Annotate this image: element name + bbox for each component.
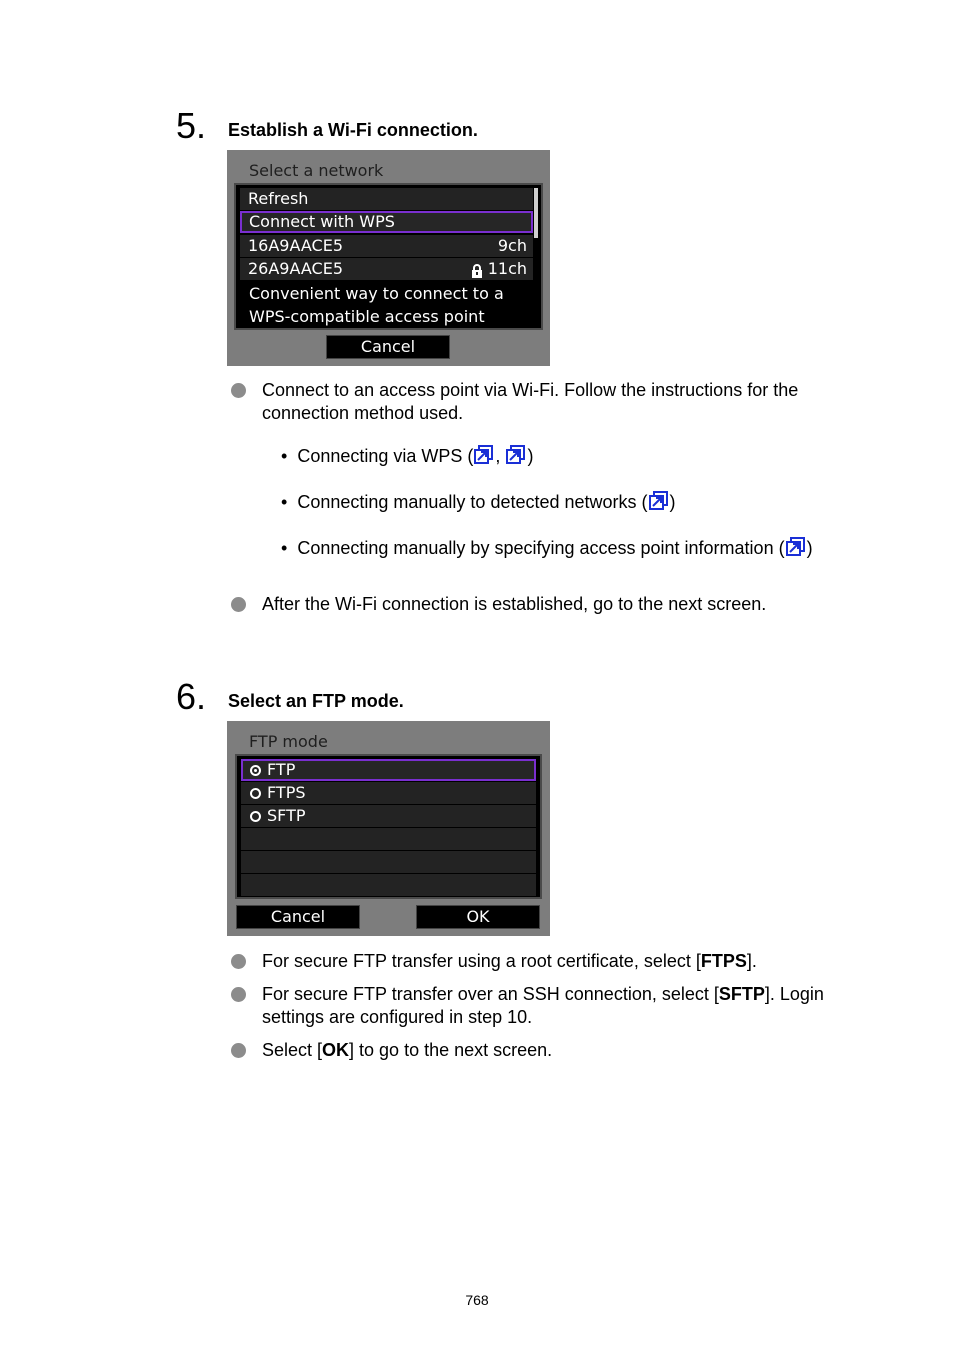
sub-bullet: • [281,538,288,558]
external-reference-icon[interactable] [649,491,669,517]
sub-item-detected-networks [281,491,676,517]
empty-row [241,851,536,873]
bullet-text: For secure FTP transfer using a root certificate, select [ [262,951,701,971]
external-reference-icon[interactable] [506,445,526,471]
sub-item-text: Connecting manually to detected networks ( [297,492,648,512]
bullet-text: ]. [746,951,757,971]
ftp-mode-screenshot [227,721,550,936]
option-sftp[interactable] [241,805,536,827]
menu-item-connect-with-wps[interactable] [240,211,533,233]
step-5-title: Establish a Wi-Fi connection. [228,120,478,140]
cancel-button[interactable]: Cancel [326,335,450,359]
bullet-line: Connect to an access point via Wi-Fi. Follow the instructions for the [262,380,799,400]
description-line-2: WPS-compatible access point [249,307,485,326]
network-name: 16A9AACE5 [248,236,343,255]
bullet-dot [231,954,246,969]
option-label: FTPS [267,783,306,802]
network-select-screenshot [227,150,550,366]
bullet-text: For secure FTP transfer over an SSH connection, select [ [262,984,719,1004]
bullet-dot [231,383,246,398]
step-6-bullet-2 [262,983,824,1029]
sub-item-wps [281,445,533,471]
ftp-mode-list-panel [235,754,542,899]
network-item-26a9aace5[interactable] [240,258,533,280]
step-5-bullet-1 [262,379,798,425]
network-item-16a9aace5[interactable] [240,235,533,257]
cancel-button[interactable]: Cancel [236,905,360,929]
screen-title: FTP mode [249,732,328,751]
bullet-bold-term: SFTP [718,984,765,1004]
radio-empty-icon [250,788,261,799]
bullet-bold-term: FTPS [700,951,747,971]
option-ftps[interactable] [241,782,536,804]
sub-item-manual-access-point [281,537,813,563]
bullet-text: Select [ [262,1040,323,1060]
sub-item-separator: , [495,446,501,466]
menu-item-label: Refresh [248,189,309,208]
bullet-dot [231,1043,246,1058]
sub-bullet: • [281,446,288,466]
network-channel: 11ch [487,259,527,278]
step-6-title: Select an FTP mode. [228,691,404,711]
option-ftp[interactable] [241,759,536,781]
step-6-bullet-3 [262,1039,552,1062]
bullet-line: connection method used. [262,403,464,423]
step-6-bullet-1 [262,950,757,973]
step-5-number: 5. [176,105,207,146]
step-6-number: 6. [176,676,207,717]
step-5-bullet-2: After the Wi-Fi connection is established, go to the next screen. [262,594,767,614]
option-label: SFTP [267,806,306,825]
empty-row [241,874,536,896]
sub-item-close: ) [669,492,676,512]
external-reference-icon[interactable] [786,537,806,563]
network-name: 26A9AACE5 [248,259,343,278]
scrollbar[interactable] [534,188,538,238]
sub-bullet: • [281,492,288,512]
screen-title: Select a network [249,161,384,180]
network-list-panel [234,183,543,330]
empty-row [241,828,536,850]
radio-empty-icon [250,811,261,822]
menu-item-label: Connect with WPS [249,212,395,231]
bullet-text: ]. Login [764,984,824,1004]
sub-item-close: ) [806,538,813,558]
bullet-dot [231,987,246,1002]
bullet-bold-term: OK [322,1040,350,1060]
option-label: FTP [267,760,296,779]
lock-icon [471,262,483,284]
sub-item-text: Connecting via WPS ( [297,446,474,466]
bullet-dot [231,597,246,612]
radio-selected-icon [250,765,261,776]
bullet-text: ] to go to the next screen. [349,1040,553,1060]
menu-item-refresh[interactable] [240,188,533,210]
network-channel: 9ch [497,236,527,255]
ok-button[interactable]: OK [416,905,540,929]
description-line-1: Convenient way to connect to a [249,284,504,303]
sub-item-text: Connecting manually by specifying access point information ( [297,538,785,558]
page-number: 768 [465,1292,489,1308]
external-reference-icon[interactable] [474,445,494,471]
sub-item-close: ) [527,446,534,466]
bullet-line: settings are configured in step 10. [262,1007,533,1027]
